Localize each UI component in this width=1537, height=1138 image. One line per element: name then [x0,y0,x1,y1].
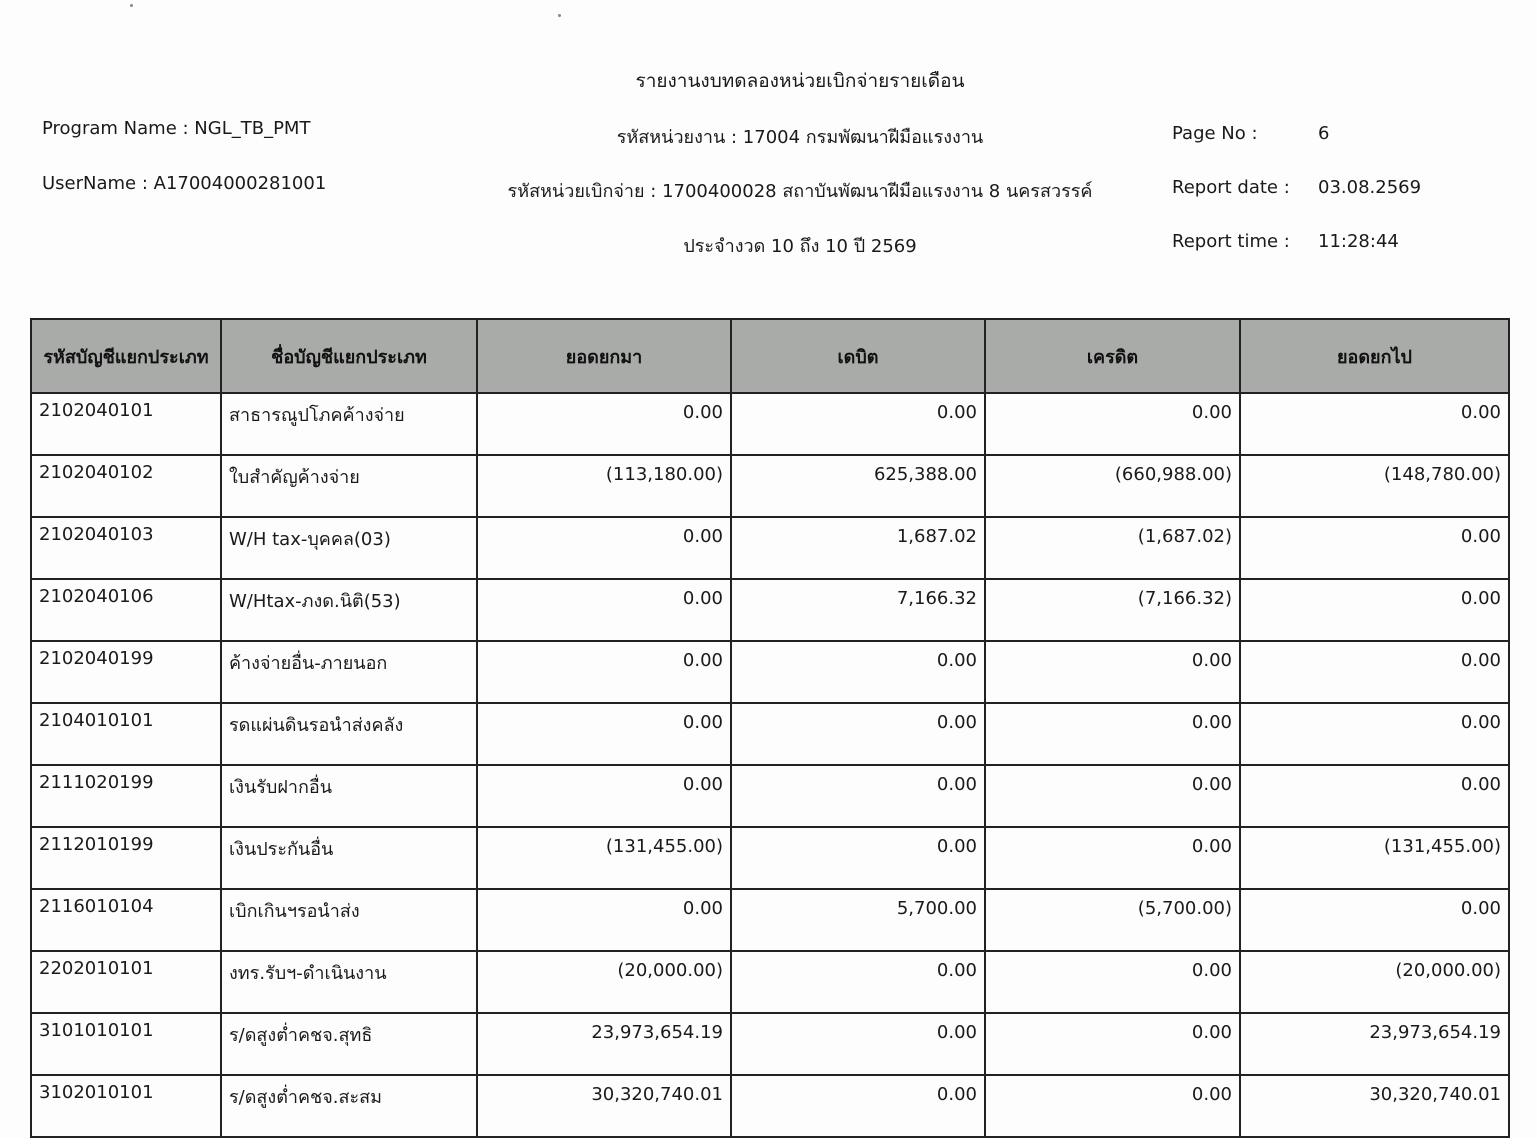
debit-cell: 0.00 [731,1075,985,1137]
account-code-cell: 3102010101 [31,1075,221,1137]
table-row [31,579,1509,641]
credit-cell: 0.00 [985,951,1240,1013]
carried-forward-cell: (20,000.00) [1240,951,1509,1013]
page-no-label: Page No : [1172,123,1258,144]
credit-cell: (1,687.02) [985,517,1240,579]
account-code-cell: 2104010101 [31,703,221,765]
carried-forward-cell: 0.00 [1240,703,1509,765]
account-code-cell: 2116010104 [31,889,221,951]
account-code-cell: 2102040102 [31,455,221,517]
brought-forward-cell: 0.00 [477,889,731,951]
table-header [31,319,1509,393]
table-row [31,951,1509,1013]
account-name-cell: ร/ดสูงต่ำคชจ.สุทธิ [221,1013,477,1075]
account-name-cell: รดแผ่นดินรอนำส่งคลัง [221,703,477,765]
brought-forward-cell: (20,000.00) [477,951,731,1013]
credit-cell: (660,988.00) [985,455,1240,517]
report-time-value: 11:28:44 [1318,231,1399,252]
account-code-cell: 2202010101 [31,951,221,1013]
debit-cell: 0.00 [731,951,985,1013]
table-row [31,765,1509,827]
disbursing-unit-line: รหัสหน่วยเบิกจ่าย : 1700400028 สถาบันพัฒนาฝีมือแรงงาน 8 นครสวรรค์ [507,181,1093,202]
credit-cell: 0.00 [985,393,1240,455]
carried-forward-cell: (148,780.00) [1240,455,1509,517]
period-line: ประจำงวด 10 ถึง 10 ปี 2569 [683,236,917,257]
carried-forward-cell: 0.00 [1240,765,1509,827]
account-name-cell: ใบสำคัญค้างจ่าย [221,455,477,517]
credit-cell: 0.00 [985,827,1240,889]
column-header-account-code: รหัสบัญชีแยกประเภท [31,319,221,393]
carried-forward-cell: 0.00 [1240,579,1509,641]
account-name-cell: งทร.รับฯ-ดำเนินงาน [221,951,477,1013]
account-name-cell: เงินรับฝากอื่น [221,765,477,827]
account-code-cell: 3101010101 [31,1013,221,1075]
page-no-value: 6 [1318,123,1330,144]
account-code-cell: 2102040101 [31,393,221,455]
column-header-credit: เครดิต [985,319,1240,393]
table-row [31,703,1509,765]
trial-balance-table [30,318,1510,1138]
account-name-cell: ร/ดสูงต่ำคชจ.สะสม [221,1075,477,1137]
column-header-account-name: ชื่อบัญชีแยกประเภท [221,319,477,393]
credit-cell: 0.00 [985,1075,1240,1137]
debit-cell: 0.00 [731,393,985,455]
table-row [31,393,1509,455]
account-name-cell: W/Htax-ภงด.นิติ(53) [221,579,477,641]
column-header-carried-forward: ยอดยกไป [1240,319,1509,393]
account-code-cell: 2102040199 [31,641,221,703]
credit-cell: (5,700.00) [985,889,1240,951]
scan-speck [130,4,133,7]
user-name: UserName : A17004000281001 [42,173,327,194]
brought-forward-cell: 0.00 [477,765,731,827]
table-body [31,393,1509,1137]
table-row [31,827,1509,889]
account-code-cell: 2112010199 [31,827,221,889]
credit-cell: 0.00 [985,765,1240,827]
account-name-cell: สาธารณูปโภคค้างจ่าย [221,393,477,455]
account-code-cell: 2102040103 [31,517,221,579]
agency-line: รหัสหน่วยงาน : 17004 กรมพัฒนาฝีมือแรงงาน [616,127,984,148]
debit-cell: 0.00 [731,765,985,827]
table-row [31,641,1509,703]
brought-forward-cell: 23,973,654.19 [477,1013,731,1075]
debit-cell: 0.00 [731,703,985,765]
credit-cell: 0.00 [985,641,1240,703]
carried-forward-cell: 0.00 [1240,641,1509,703]
brought-forward-cell: 0.00 [477,393,731,455]
credit-cell: 0.00 [985,1013,1240,1075]
carried-forward-cell: 0.00 [1240,517,1509,579]
carried-forward-cell: (131,455.00) [1240,827,1509,889]
debit-cell: 5,700.00 [731,889,985,951]
brought-forward-cell: 30,320,740.01 [477,1075,731,1137]
report-time-label: Report time : [1172,231,1290,252]
debit-cell: 625,388.00 [731,455,985,517]
debit-cell: 1,687.02 [731,517,985,579]
scan-speck [558,14,561,17]
credit-cell: 0.00 [985,703,1240,765]
brought-forward-cell: 0.00 [477,517,731,579]
account-code-cell: 2111020199 [31,765,221,827]
brought-forward-cell: 0.00 [477,703,731,765]
brought-forward-cell: 0.00 [477,579,731,641]
debit-cell: 0.00 [731,641,985,703]
brought-forward-cell: (131,455.00) [477,827,731,889]
carried-forward-cell: 23,973,654.19 [1240,1013,1509,1075]
table-row [31,1013,1509,1075]
carried-forward-cell: 0.00 [1240,889,1509,951]
brought-forward-cell: (113,180.00) [477,455,731,517]
report-date-label: Report date : [1172,177,1290,198]
account-code-cell: 2102040106 [31,579,221,641]
account-name-cell: W/H tax-บุคคล(03) [221,517,477,579]
column-header-brought-forward: ยอดยกมา [477,319,731,393]
carried-forward-cell: 30,320,740.01 [1240,1075,1509,1137]
debit-cell: 0.00 [731,827,985,889]
debit-cell: 0.00 [731,1013,985,1075]
brought-forward-cell: 0.00 [477,641,731,703]
table-row [31,1075,1509,1137]
account-name-cell: เงินประกันอื่น [221,827,477,889]
account-name-cell: ค้างจ่ายอื่น-ภายนอก [221,641,477,703]
column-header-debit: เดบิต [731,319,985,393]
report-date-value: 03.08.2569 [1318,177,1422,198]
credit-cell: (7,166.32) [985,579,1240,641]
program-name: Program Name : NGL_TB_PMT [42,118,311,139]
table-row [31,455,1509,517]
report-title: รายงานงบทดลองหน่วยเบิกจ่ายรายเดือน [635,70,965,92]
table-row [31,517,1509,579]
table-row [31,889,1509,951]
account-name-cell: เบิกเกินฯรอนำส่ง [221,889,477,951]
carried-forward-cell: 0.00 [1240,393,1509,455]
debit-cell: 7,166.32 [731,579,985,641]
